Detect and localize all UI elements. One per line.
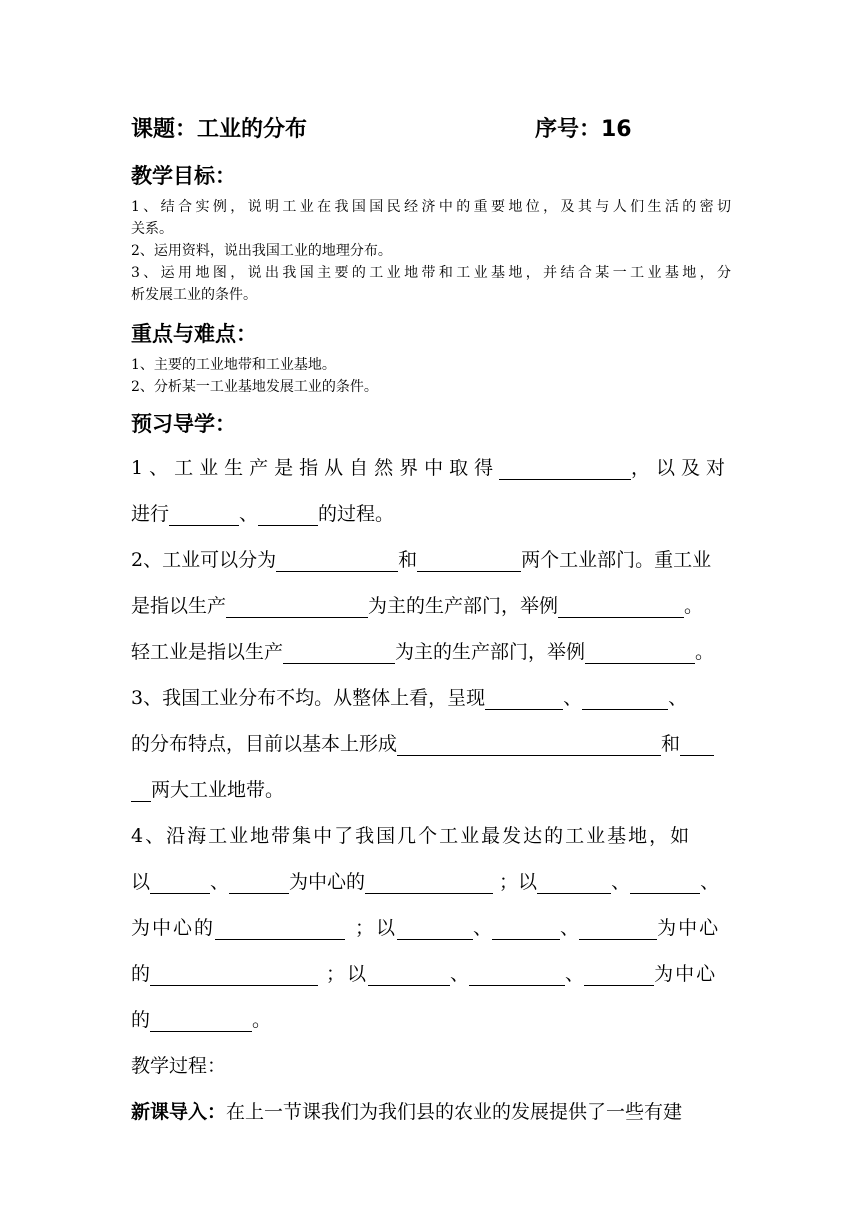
q4-text: ；以 — [355, 917, 398, 939]
q4-text: 、 — [611, 871, 631, 893]
q4-text: ；以 — [499, 871, 538, 893]
q4-text: 为中心 — [654, 963, 718, 985]
question-4-line-2 — [131, 864, 731, 894]
q4-text: 。 — [252, 1009, 272, 1031]
q4-text: 、 — [473, 917, 493, 939]
q2-text: 和 — [398, 549, 418, 571]
question-4-line-1 — [131, 818, 731, 848]
blank-field[interactable] — [582, 689, 668, 710]
q4-text: ；以 — [326, 963, 369, 985]
q4-text: 的 — [131, 963, 151, 985]
blank-field[interactable] — [229, 873, 289, 894]
blank-field[interactable] — [585, 643, 695, 664]
question-2-line-2 — [131, 588, 731, 618]
q3-text: 两大工业地带。 — [151, 779, 285, 801]
blank-field[interactable] — [492, 919, 560, 940]
q1-text: 进行 — [131, 503, 170, 525]
question-2-line-3 — [131, 634, 731, 664]
objective-1-cont: 关系。 — [131, 221, 173, 237]
blank-field[interactable] — [368, 965, 450, 986]
blank-field[interactable] — [215, 919, 345, 940]
question-3-line-1 — [131, 680, 731, 710]
question-1-line-2 — [131, 496, 731, 526]
blank-field[interactable] — [131, 781, 151, 802]
q2-text: 轻工业是指以生产 — [131, 641, 284, 663]
preview-heading: 预习导学： — [131, 412, 236, 436]
blank-field[interactable] — [283, 643, 395, 664]
question-4-line-5 — [131, 1002, 731, 1032]
q4-text: 为中心的 — [131, 917, 216, 939]
blank-field[interactable] — [150, 873, 210, 894]
q1-text: 、 — [239, 503, 259, 525]
blank-field[interactable] — [397, 919, 473, 940]
q2-text: 是指以生产 — [131, 595, 227, 617]
blank-field[interactable] — [537, 873, 611, 894]
intro-label: 新课导入： — [131, 1101, 227, 1123]
blank-field[interactable] — [150, 1011, 252, 1032]
q2-text: 为主的生产部门，举例 — [395, 641, 586, 663]
lesson-sequence: 序号：16 — [535, 117, 632, 142]
blank-field[interactable] — [579, 919, 657, 940]
q2-text: 。 — [684, 595, 704, 617]
new-lesson-intro — [131, 1094, 731, 1124]
question-4-line-4 — [131, 956, 731, 986]
q4-text: 的 — [131, 1009, 151, 1031]
blank-field[interactable] — [499, 459, 631, 480]
q4-text: 、 — [450, 963, 470, 985]
objective-1: 1、结合实例，说明工业在我国国民经济中的重要地位，及其与人们生活的密切 — [131, 199, 731, 215]
key-points-heading: 重点与难点： — [131, 322, 257, 346]
q4-text: 为中心的 — [289, 871, 366, 893]
q1-text: ，以及对 — [630, 457, 731, 479]
key-point-2: 2、分析某一工业基地发展工业的条件。 — [131, 379, 378, 395]
objective-2: 2、运用资料，说出我国工业的地理分布。 — [131, 243, 392, 259]
q4-text: 4、沿海工业地带集中了我国几个工业最发达的工业基地，如 — [131, 825, 692, 847]
blank-field[interactable] — [276, 551, 398, 572]
key-point-1: 1、主要的工业地带和工业基地。 — [131, 357, 336, 373]
q2-text: 。 — [695, 641, 715, 663]
q3-text: 、 — [563, 687, 583, 709]
q3-text: 3、我国工业分布不均。从整体上看，呈现 — [131, 687, 486, 709]
objective-3: 3、运用地图，说出我国主要的工业地带和工业基地，并结合某一工业基地，分 — [131, 265, 731, 281]
blank-field[interactable] — [417, 551, 521, 572]
title-row — [131, 112, 731, 146]
q3-text: 、 — [668, 687, 688, 709]
q4-text: 、 — [700, 871, 720, 893]
lesson-topic: 课题：工业的分布 — [131, 117, 308, 142]
question-4-line-3 — [131, 910, 731, 940]
q4-text: 为中心 — [657, 917, 721, 939]
q1-text: 的过程。 — [318, 503, 395, 525]
q3-text: 的分布特点，目前以基本上形成 — [131, 733, 398, 755]
blank-field[interactable] — [584, 965, 654, 986]
blank-field[interactable] — [558, 597, 684, 618]
q2-text: 2、工业可以分为 — [131, 549, 277, 571]
question-3-line-2 — [131, 726, 731, 756]
q2-text: 为主的生产部门，举例 — [368, 595, 559, 617]
blank-field[interactable] — [150, 965, 318, 986]
process-heading-text: 教学过程： — [131, 1055, 227, 1077]
blank-field[interactable] — [469, 965, 565, 986]
intro-text: 在上一节课我们为我们县的农业的发展提供了一些有建 — [226, 1101, 683, 1123]
blank-field[interactable] — [365, 873, 493, 894]
q4-text: 、 — [565, 963, 585, 985]
objectives-heading: 教学目标： — [131, 164, 236, 188]
blank-field[interactable] — [630, 873, 700, 894]
q4-text: 、 — [560, 917, 580, 939]
q3-text: 和 — [661, 733, 681, 755]
blank-field[interactable] — [226, 597, 368, 618]
q2-text: 两个工业部门。重工业 — [521, 549, 712, 571]
q4-text: 、 — [210, 871, 230, 893]
q1-text: 1、工业生产是指从自然界中取得 — [131, 457, 500, 479]
q4-text: 以 — [131, 871, 151, 893]
blank-field[interactable] — [397, 735, 661, 756]
blank-field[interactable] — [258, 505, 318, 526]
process-heading — [131, 1048, 731, 1078]
question-2-line-1 — [131, 542, 731, 572]
question-1-line-1 — [131, 450, 731, 480]
question-3-line-3 — [131, 772, 731, 802]
blank-field[interactable] — [680, 735, 714, 756]
objective-3-cont: 析发展工业的条件。 — [131, 287, 257, 303]
blank-field[interactable] — [485, 689, 563, 710]
blank-field[interactable] — [169, 505, 239, 526]
